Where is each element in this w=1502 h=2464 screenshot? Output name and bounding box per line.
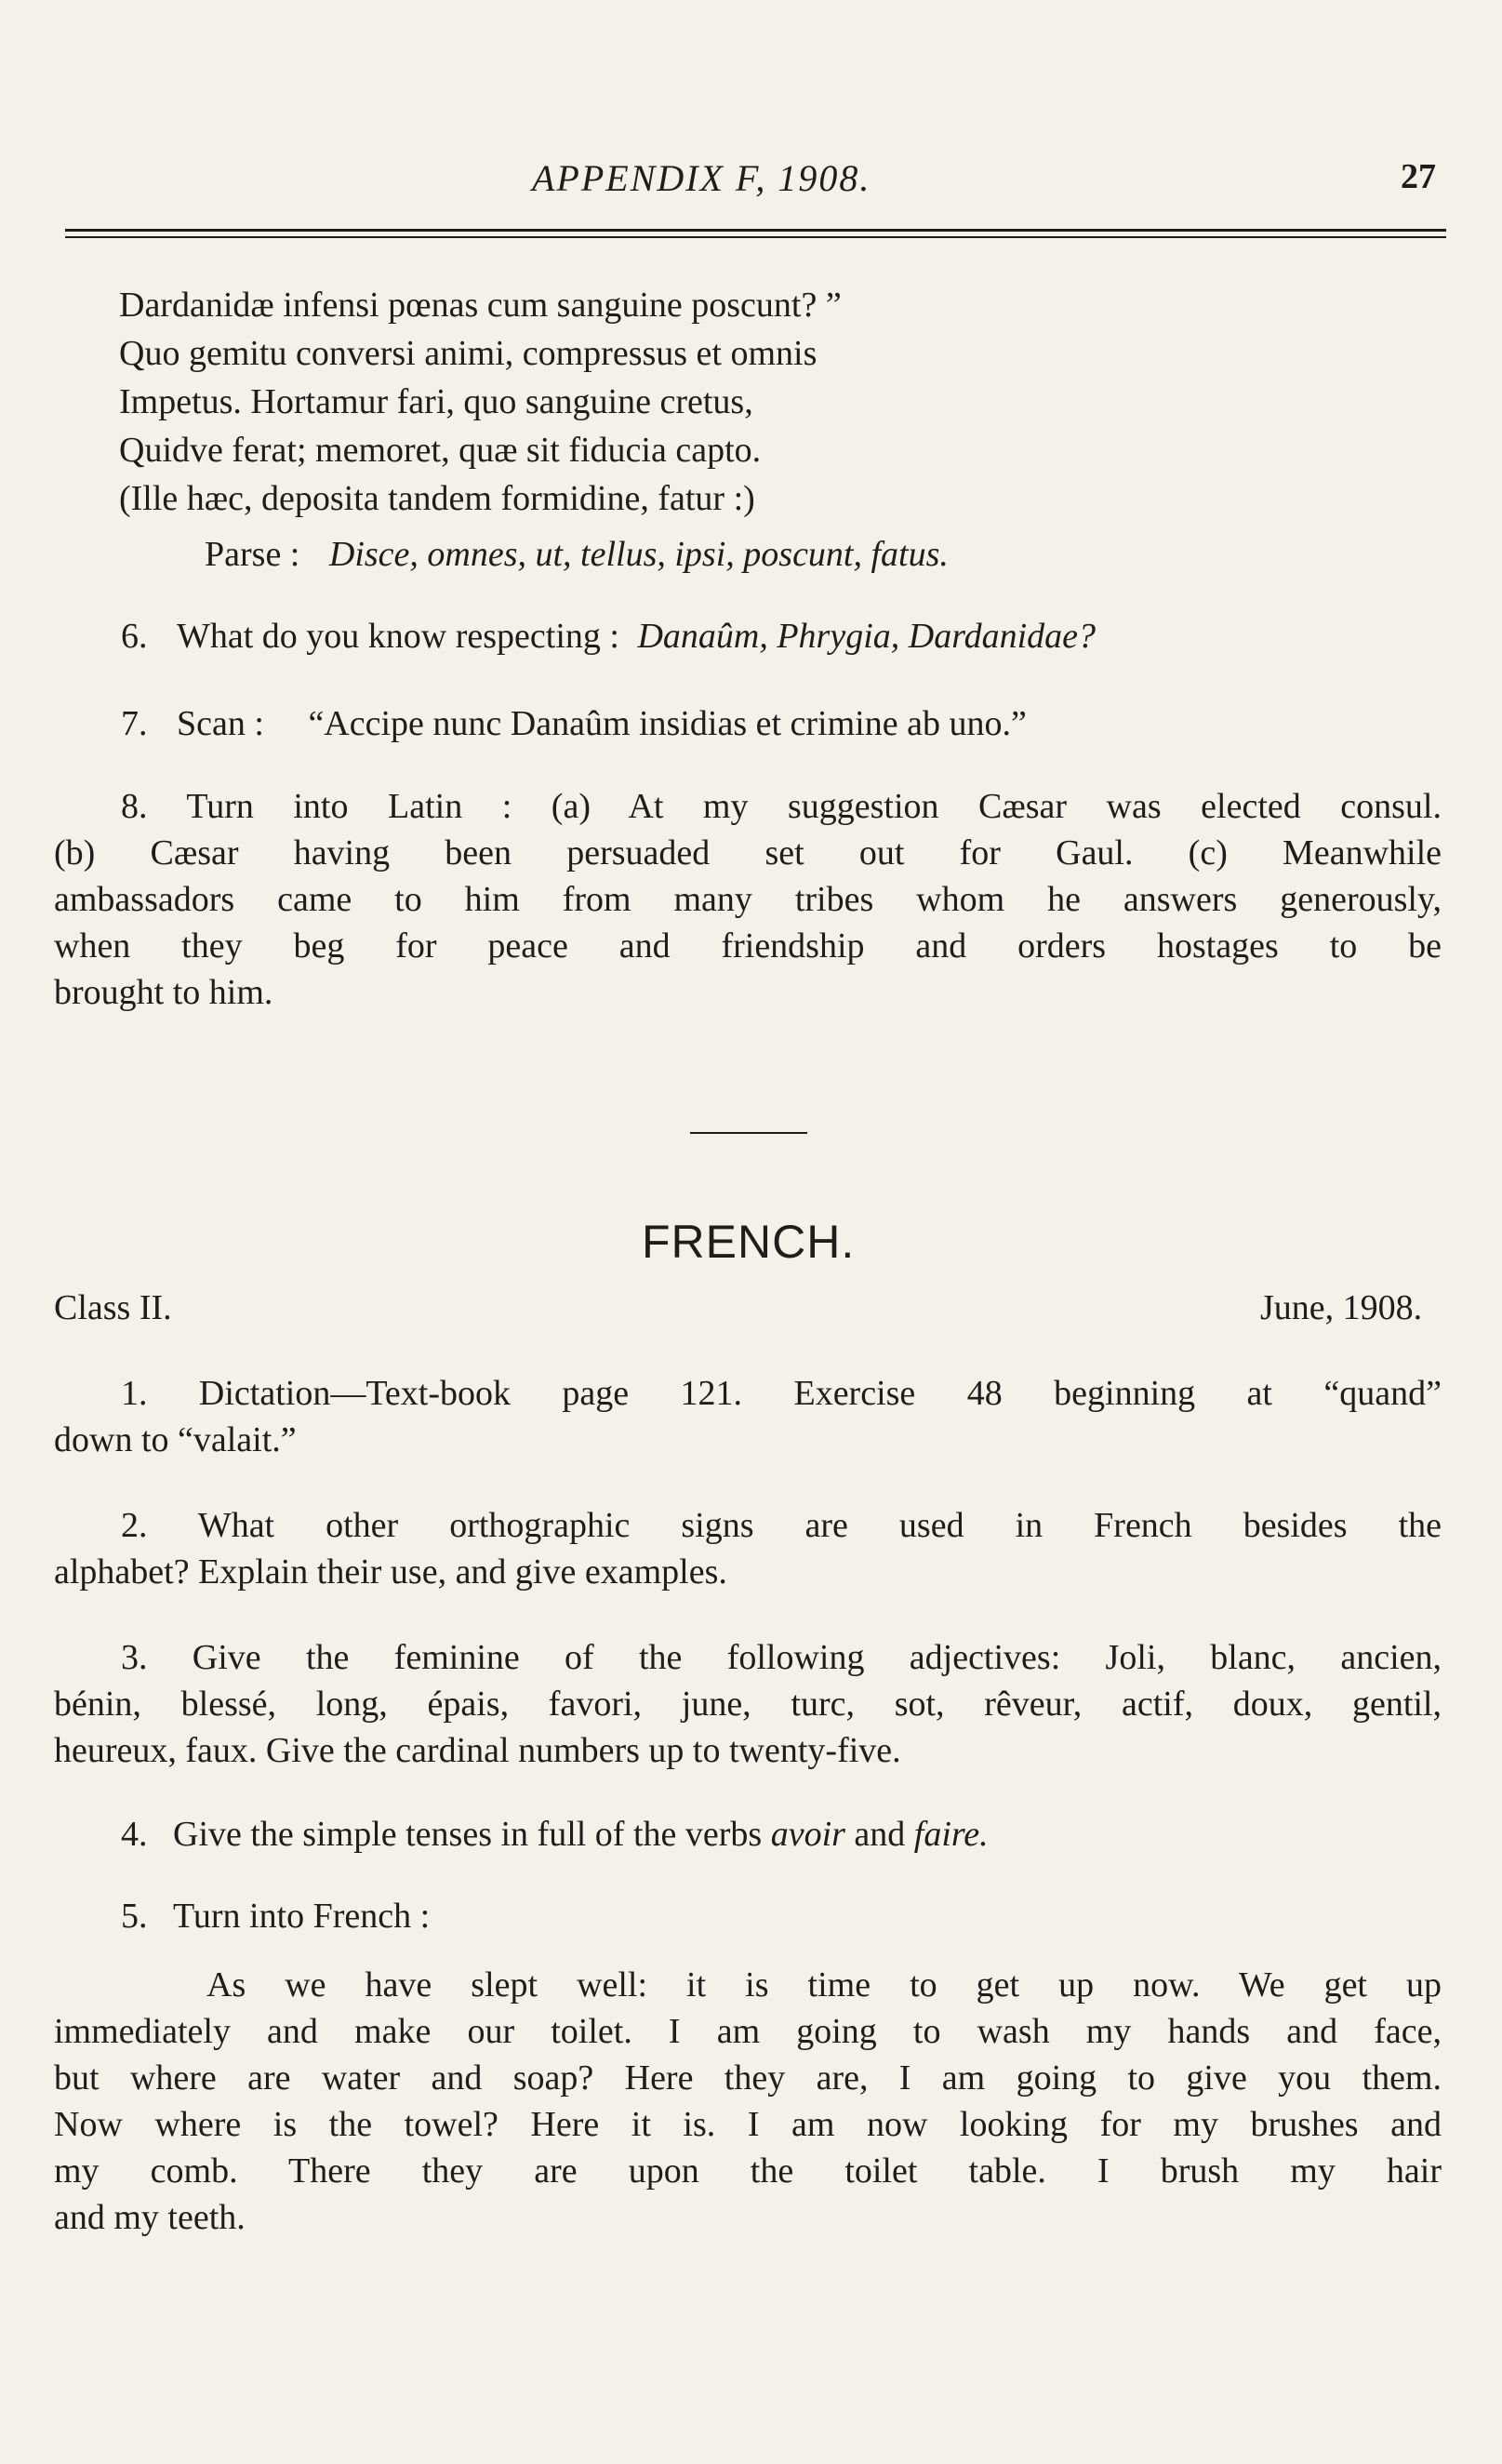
question-text: Turn into Latin : [186, 787, 512, 826]
section-heading: FRENCH. [642, 1216, 856, 1268]
verse-line: Impetus. Hortamur fari, quo sanguine cretus, [119, 382, 753, 421]
question-text: “Accipe nunc Danaûm insidias et crimine ab uno.” [308, 704, 1027, 743]
verb-avoir: avoir [770, 1815, 845, 1854]
passage-line: immediately and make our toilet. I am going to wash my hands and face, [54, 2012, 1442, 2051]
verse-line: Quo gemitu conversi animi, compressus et omnis [119, 334, 817, 373]
question-4 [121, 1814, 989, 1855]
question-3-line: 3. Give the feminine of the following adjectives: Joli, blanc, ancien, [121, 1638, 1442, 1677]
question-number: 5. [121, 1897, 148, 1936]
question-3-line: heureux, faux. Give the cardinal numbers up to twenty-five. [54, 1731, 901, 1770]
question-8-line: ambassadors came to him from many tribes whom he answers generously, [54, 880, 1442, 919]
question-number: 4. [121, 1815, 148, 1854]
class-label: Class II. [54, 1288, 172, 1327]
parse-words: Disce, omnes, ut, tellus, ipsi, poscunt, fatus. [328, 535, 949, 574]
header-rule-top [65, 229, 1446, 232]
question-5 [121, 1896, 430, 1937]
header-rule-bottom [65, 236, 1446, 238]
question-text: What do you know respecting : [177, 617, 619, 656]
question-text: Give the simple tenses in full of the verbs [173, 1815, 763, 1854]
passage-line: but where are water and soap? Here they are, I am going to give you them. [54, 2058, 1442, 2098]
section-divider [690, 1132, 807, 1134]
question-8-line: (b) Cæsar having been persuaded set out for Gaul. (c) Meanwhile [54, 833, 1442, 872]
question-text: (a) At my suggestion Cæsar was elected consul. [551, 787, 1442, 826]
question-1-line: down to “valait.” [54, 1420, 297, 1459]
question-2-line: 2. What other orthographic signs are used in French besides the [121, 1506, 1442, 1545]
parse-label: Parse : [205, 535, 300, 574]
passage-line: and my teeth. [54, 2198, 246, 2237]
question-number: 7. [121, 704, 148, 743]
question-3-line: bénin, blessé, long, épais, favori, june, turc, sot, rêveur, actif, doux, gentil, [54, 1685, 1442, 1724]
running-header: APPENDIX F, 1908. [532, 157, 871, 199]
verse-line: Quidve ferat; memoret, quæ sit fiducia capto. [119, 431, 762, 470]
question-6 [121, 616, 1096, 657]
page-number: 27 [1401, 157, 1436, 196]
passage-line: As we have slept well: it is time to get up now. We get up [206, 1965, 1442, 2004]
question-8-line [121, 786, 1442, 827]
passage-line: Now where is the towel? Here it is. I am now looking for my brushes and [54, 2105, 1442, 2144]
question-text: and [854, 1815, 906, 1854]
passage-line: my comb. There they are upon the toilet table. I brush my hair [54, 2151, 1442, 2191]
question-2-line: alphabet? Explain their use, and give examples. [54, 1552, 727, 1592]
question-number: 8. [121, 787, 148, 826]
question-8-line: when they beg for peace and friendship and orders hostages to be [54, 926, 1442, 966]
question-words: Danaûm, Phrygia, Dardanidae? [637, 617, 1097, 656]
verse-line: Dardanidæ infensi pœnas cum sanguine poscunt? ” [119, 286, 842, 325]
verb-faire: faire. [913, 1815, 989, 1854]
question-7 [121, 703, 1027, 744]
question-label: Turn into French : [173, 1897, 431, 1936]
question-8-line: brought to him. [54, 973, 273, 1012]
question-1-line: 1. Dictation—Text-book page 121. Exercise 48 beginning at “quand” [121, 1374, 1442, 1413]
question-label: Scan : [177, 704, 264, 743]
verse-line: (Ille hæc, deposita tandem formidine, fatur :) [119, 479, 755, 518]
parse-question [205, 534, 949, 575]
question-number: 6. [121, 617, 148, 656]
exam-date: June, 1908. [1260, 1288, 1423, 1327]
